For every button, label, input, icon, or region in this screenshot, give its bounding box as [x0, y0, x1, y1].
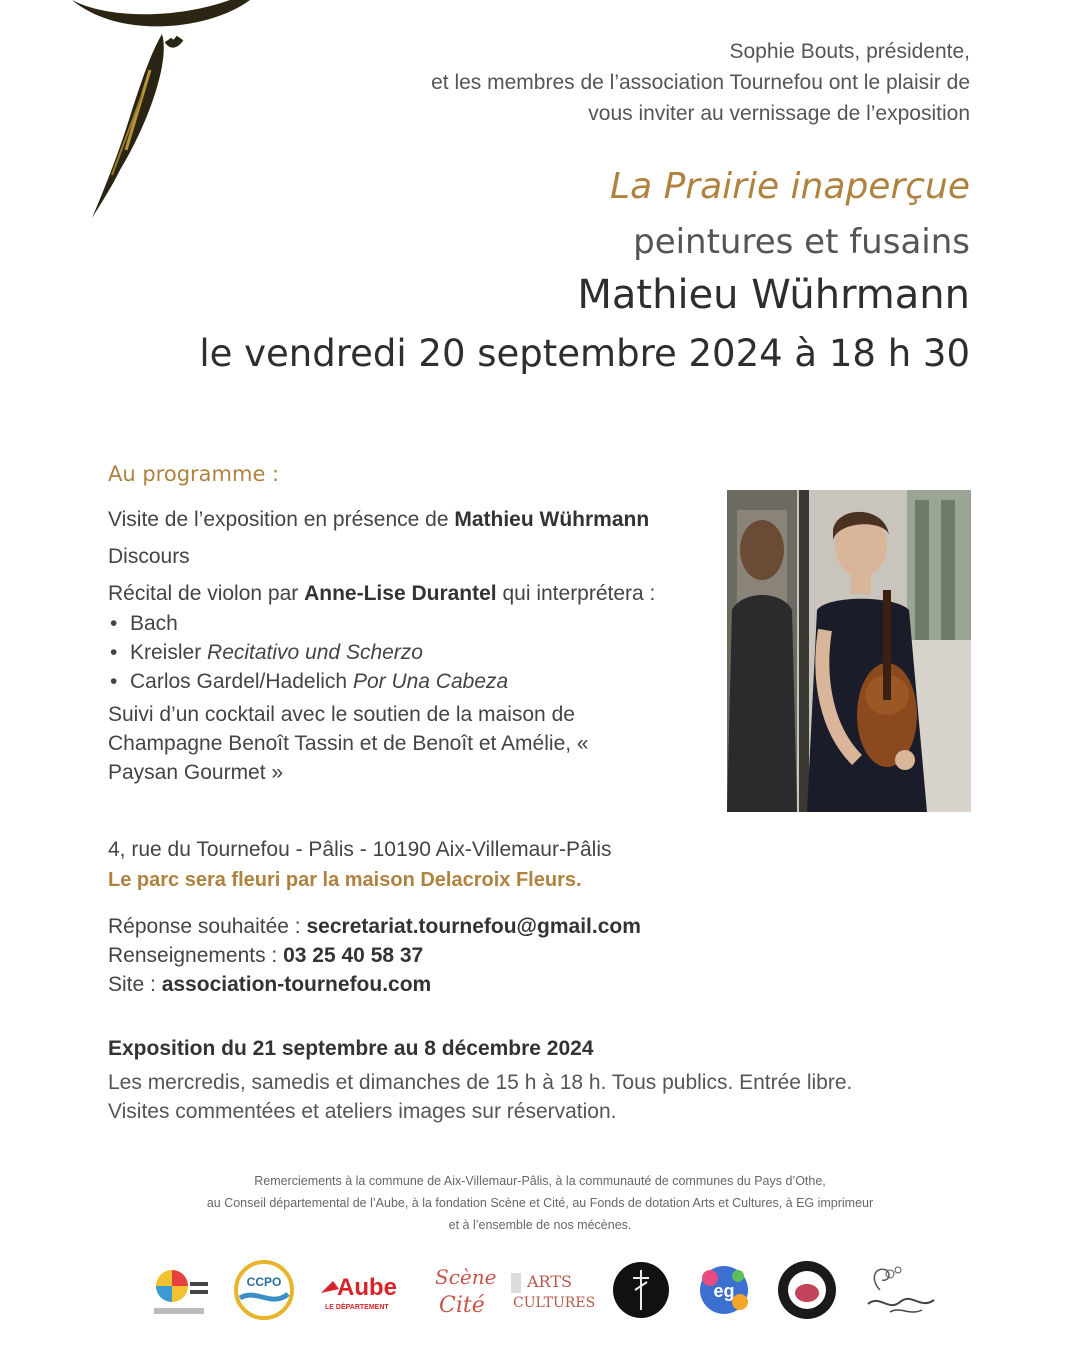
- bullet-icon: •: [110, 612, 118, 635]
- eg-text: eg: [712, 1281, 735, 1301]
- info-line: [108, 941, 641, 970]
- violinist-photo: [727, 490, 971, 812]
- ccpo-text: CCPO: [246, 1275, 282, 1289]
- programme-heading: Au programme :: [108, 462, 280, 486]
- recital-suffix: qui interprétera :: [496, 582, 656, 605]
- intro-line: Sophie Bouts, présidente,: [729, 40, 970, 63]
- aube-sub-text: LE DÉPARTEMENT: [324, 1304, 389, 1311]
- piece-composer: Bach: [130, 612, 178, 635]
- programme-list: [108, 505, 718, 787]
- arts-text: ARTS: [527, 1272, 572, 1291]
- scene-et-cite-logo: [431, 1258, 497, 1322]
- circular-seal-logo: [776, 1258, 838, 1322]
- flowers-note: Le parc sera fleuri par la maison Delacroix Fleurs.: [108, 869, 582, 891]
- event-date: le vendredi 20 septembre 2024 à 18 h 30: [199, 332, 970, 375]
- visit-artist: Mathieu Wührmann: [454, 508, 650, 531]
- exposition-details: [108, 1068, 852, 1126]
- bullet-icon: •: [110, 641, 118, 664]
- recital-performer: Anne-Lise Durantel: [304, 582, 497, 605]
- piece-list: [108, 609, 718, 696]
- piece-composer: Kreisler: [130, 641, 208, 664]
- acknowledgements: [100, 1170, 980, 1236]
- phone-number[interactable]: 03 25 40 58 37: [283, 944, 424, 967]
- brush-stroke-decoration: [0, 0, 260, 230]
- piece-work: Por Una Cabeza: [352, 670, 509, 693]
- sponsor-logos: [150, 1255, 940, 1325]
- invitation-intro: [330, 36, 970, 129]
- site-line: [108, 970, 641, 999]
- site-label: Site :: [108, 973, 162, 996]
- thanks-line: et à l’ensemble de nos mécènes.: [448, 1218, 632, 1232]
- scene-text: Scène: [434, 1265, 497, 1289]
- aube-text: Aube: [336, 1274, 397, 1301]
- thanks-line: au Conseil départemental de l’Aube, à la fondation Scène et Cité, au Fonds de dotation Arts et Cultures, à EG imprimeur: [206, 1196, 874, 1210]
- eg-imprimeur-logo: [694, 1258, 754, 1322]
- programme-item-recital: [108, 579, 718, 609]
- aix-villemaur-palis-logo: [150, 1258, 210, 1322]
- aube-departement-logo: [319, 1258, 409, 1322]
- rsvp-email-link[interactable]: secretariat.tournefou@gmail.com: [306, 915, 641, 938]
- intro-line: vous inviter au vernissage de l’exposition: [588, 102, 970, 125]
- ccpo-logo: [232, 1258, 296, 1322]
- exposition-dates: Exposition du 21 septembre au 8 décembre 2024: [108, 1037, 594, 1060]
- bullet-icon: •: [110, 670, 118, 693]
- black-circle-logo: [611, 1258, 671, 1322]
- list-item: [108, 667, 718, 696]
- piece-work: Recitativo und Scherzo: [207, 641, 423, 664]
- floral-script-logo: [860, 1258, 940, 1322]
- list-item: [108, 638, 718, 667]
- exhibition-title: La Prairie inaperçue: [610, 166, 970, 207]
- rsvp-line: [108, 912, 641, 941]
- contact-block: [108, 912, 641, 999]
- visit-text: Visite de l’exposition en présence de: [108, 508, 455, 531]
- programme-item-speech: Discours: [108, 545, 190, 568]
- recital-text: Récital de violon par: [108, 582, 305, 605]
- programme-item-visit: [108, 505, 718, 542]
- piece-composer: Carlos Gardel/Hadelich: [130, 670, 353, 693]
- arts-et-cultures-logo: [509, 1258, 596, 1322]
- intro-line: et les membres de l’association Tournefou ont le plaisir de: [431, 71, 970, 94]
- exhibition-subtitle: peintures et fusains: [633, 222, 970, 262]
- thanks-line: Remerciements à la commune de Aix-Villemaur-Pâlis, à la communauté de communes du Pays d’Othe,: [254, 1174, 826, 1188]
- list-item: [108, 609, 718, 638]
- opening-hours: Les mercredis, samedis et dimanches de 15 h à 18 h. Tous publics. Entrée libre.: [108, 1071, 853, 1094]
- guided-visits: Visites commentées et ateliers images sur réservation.: [108, 1100, 617, 1123]
- address: 4, rue du Tournefou - Pâlis - 10190 Aix-Villemaur-Pâlis: [108, 838, 612, 861]
- rsvp-label: Réponse souhaitée :: [108, 915, 307, 938]
- info-label: Renseignements :: [108, 944, 284, 967]
- website-link[interactable]: association-tournefou.com: [161, 973, 432, 996]
- artist-name: Mathieu Wührmann: [577, 272, 970, 318]
- cultures-text: CULTURES: [513, 1295, 596, 1311]
- programme-item-cocktail: Suivi d’un cocktail avec le soutien de la maison de Champagne Benoît Tassin et de Benoît et Amélie, « Paysan Gourmet »: [108, 703, 589, 784]
- cite-text: Cité: [438, 1293, 485, 1318]
